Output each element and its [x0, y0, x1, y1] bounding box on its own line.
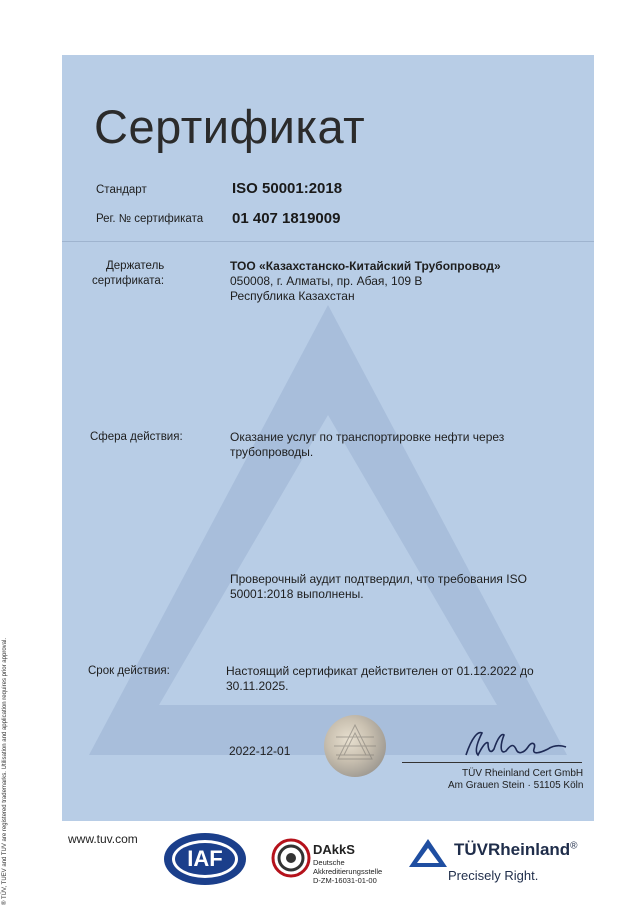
scope-line-1: Оказание услуг по транспортировке нефти через [230, 430, 505, 444]
validity-line-1: Настоящий сертификат действителен от 01.12.2022 до [226, 664, 534, 678]
divider [62, 241, 594, 242]
holder-name: ТОО «Казахстанско-Китайский Трубопровод» [230, 259, 501, 273]
holder-address-1: 050008, г. Алматы, пр. Абая, 109 В [230, 274, 423, 288]
iaf-logo [163, 832, 247, 886]
iaf-text: IAF [187, 846, 223, 871]
standard-label: Стандарт [96, 184, 147, 196]
reg-value: 01 407 1819009 [232, 210, 341, 227]
trademark-notice: ® TÜV, TUEV and TUV are registered trademarks. Utilisation and application requires prior approval. [2, 638, 8, 905]
validity-line-2: 30.11.2025. [226, 679, 289, 693]
tuv-brand-name: TÜVRheinland® [454, 840, 578, 859]
scope-label: Сфера действия: [90, 431, 183, 443]
standard-value: ISO 50001:2018 [232, 180, 343, 197]
issue-date: 2022-12-01 [229, 744, 291, 758]
tuv-triangle-icon [408, 838, 448, 868]
tuv-rheinland-logo [408, 838, 608, 888]
hologram-seal [324, 715, 386, 777]
holder-address-2: Республика Казахстан [230, 289, 355, 303]
signature [460, 727, 570, 761]
validity-label: Срок действия: [88, 665, 170, 677]
holder-label-1: Держатель [106, 260, 165, 272]
holder-label-2: сертификата: [92, 275, 165, 287]
certificate-panel [62, 55, 594, 821]
scope-line-2: трубопроводы. [230, 445, 314, 459]
tuv-website-link[interactable]: www.tuv.com [68, 832, 138, 846]
dakks-details: Deutsche Akkreditierungsstelle D-ZM-16031-01-00 [313, 858, 383, 885]
tuv-slogan: Precisely Right. [448, 868, 539, 883]
audit-line-2: 50001:2018 выполнены. [230, 587, 364, 601]
dakks-title: DAkkS [313, 842, 355, 857]
issuer-name: TÜV Rheinland Cert GmbH [462, 768, 584, 779]
signature-line [402, 762, 582, 763]
certificate-title: Сертификат [94, 100, 366, 153]
audit-line-1: Проверочный аудит подтвердил, что требования ISO [230, 572, 527, 586]
dakks-logo [271, 836, 401, 890]
reg-label: Рег. № сертификата [96, 213, 204, 225]
issuer-address: Am Grauen Stein · 51105 Köln [448, 780, 584, 791]
